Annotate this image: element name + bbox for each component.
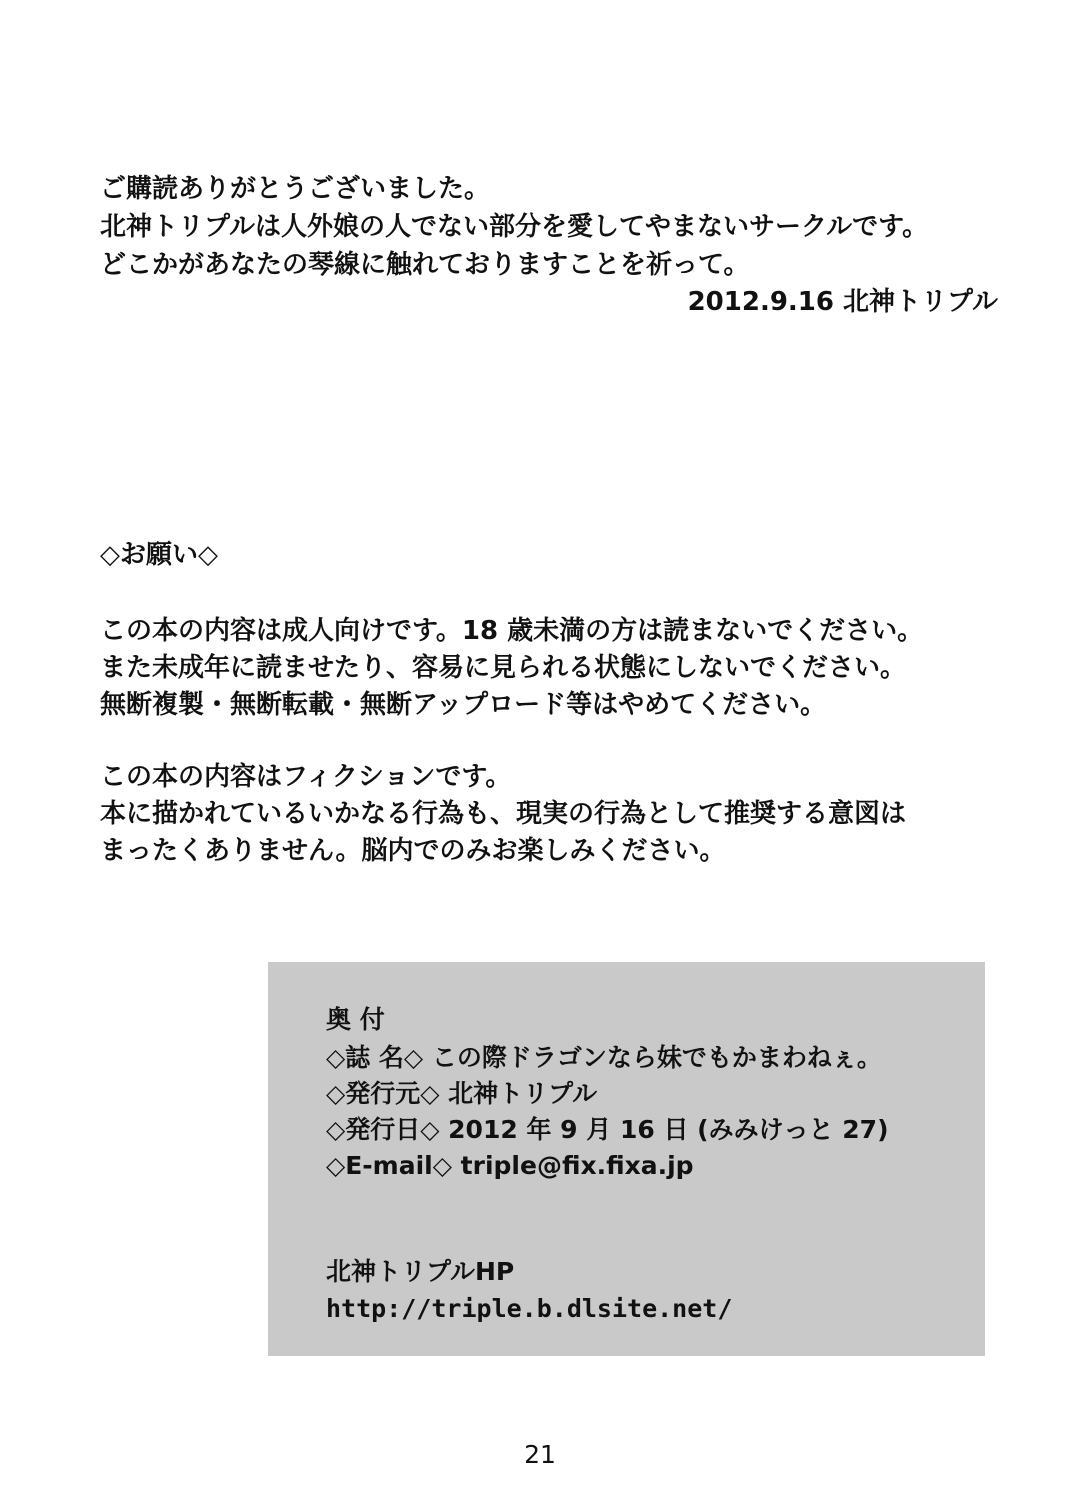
request-minor-notice: また未成年に読ませたり、容易に見られる状態にしないでください。 bbox=[100, 653, 907, 683]
colophon-publisher: ◇発行元◇ 北神トリプル bbox=[326, 1079, 598, 1108]
request-disclaimer-line1: 本に描かれているいかなる行為も、現実の行為として推奨する意図は bbox=[100, 799, 907, 829]
colophon-date: ◇発行日◇ 2012 年 9 月 16 日 (みみけっと 27) bbox=[326, 1115, 889, 1144]
request-disclaimer-line2: まったくありません。脳内でのみお楽しみください。 bbox=[100, 836, 726, 866]
colophon-hp-url[interactable]: http://triple.b.dlsite.net/ bbox=[326, 1294, 733, 1323]
request-copy-notice: 無断複製・無断転載・無断アップロード等はやめてください。 bbox=[100, 690, 827, 720]
colophon-box bbox=[268, 962, 985, 1356]
colophon-book-name: ◇誌 名◇ この際ドラゴンなら妹でもかまわねぇ。 bbox=[326, 1043, 882, 1072]
request-fiction-notice: この本の内容はフィクションです。 bbox=[100, 762, 512, 792]
colophon-title: 奥 付 bbox=[326, 1005, 385, 1034]
request-adult-notice: この本の内容は成人向けです。18 歳未満の方は読まないでください。 bbox=[100, 616, 924, 646]
colophon-email: ◇E-mail◇ triple@fix.fixa.jp bbox=[326, 1151, 694, 1180]
page-number: 21 bbox=[524, 1440, 556, 1469]
afterword-circle-description: 北神トリプルは人外娘の人でない部分を愛してやまないサークルです。 bbox=[100, 212, 929, 242]
afterword-wish: どこかがあなたの琴線に触れておりますことを祈って。 bbox=[100, 250, 750, 280]
afterword-signature: 2012.9.16 北神トリプル bbox=[687, 287, 998, 317]
request-heading: ◇お願い◇ bbox=[100, 540, 218, 570]
colophon-hp-label: 北神トリプルHP bbox=[326, 1257, 515, 1286]
afterword-thanks: ご購読ありがとうございました。 bbox=[100, 174, 491, 204]
